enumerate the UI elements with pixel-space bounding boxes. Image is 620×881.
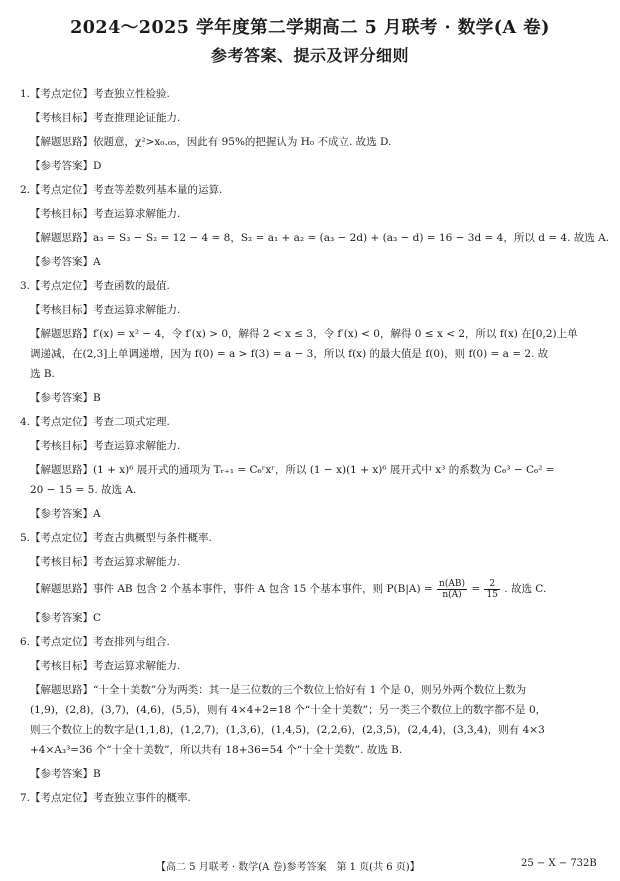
question-line: 【考核目标】考查运算求解能力. xyxy=(30,440,181,452)
question-line: 【解题思路】“十全十美数”分为两类：其一是三位数的三个数位上恰好有 1 个是 0，则另外两个数位上数为 xyxy=(30,684,527,696)
question-3 xyxy=(20,278,604,406)
fraction-numerator: 2 xyxy=(484,579,499,590)
question-fraction-line xyxy=(20,576,604,602)
question-line: 【考点定位】考查独立性检验. xyxy=(30,88,170,100)
page-title: 2024～2025 学年度第二学期高二 5 月联考 · 数学(A 卷) xyxy=(70,18,550,38)
question-4 xyxy=(20,414,604,522)
question-line: 则三个数位上的数字是(1,1,8)，(1,2,7)，(1,3,6)，(1,4,5)，(2,2,6)，(2,3,5)，(2,4,4)，(3,3,4)，则有 4×3 xyxy=(30,724,545,736)
fraction-denominator: n(A) xyxy=(442,589,462,600)
question-line: 【解题思路】a₃ = S₃ − S₂ = 12 − 4 = 8，S₂ = a₁ + a₂ = (a₃ − 2d) + (a₃ − d) = 16 − 3d = 4，所以 d = 4. 故选 A. xyxy=(30,232,609,244)
question-line: 【考点定位】考查古典概型与条件概率. xyxy=(30,532,212,544)
question-line: 【参考答案】D xyxy=(30,160,102,172)
fraction-2-over-15 xyxy=(484,579,499,600)
question-line: 【考点定位】考查等差数列基本量的运算. xyxy=(30,184,223,196)
question-7 xyxy=(20,790,604,806)
question-line: 20 − 15 = 5. 故选 A. xyxy=(30,484,137,496)
footer-code: 25 − X − 732B xyxy=(521,858,597,869)
question-line: 【考核目标】考查推理论证能力. xyxy=(30,112,181,124)
fraction-denominator: 15 xyxy=(486,589,498,600)
question-number: 4. xyxy=(20,416,31,428)
question-line: 【考点定位】考查独立事件的概率. xyxy=(30,792,191,804)
question-line: 【解题思路】f′(x) = x² − 4，令 f′(x) > 0，解得 2 < x ≤ 3，令 f′(x) < 0，解得 0 ≤ x < 2，所以 f(x) 在[0,2)上单 xyxy=(30,328,578,340)
question-line: 【考核目标】考查运算求解能力. xyxy=(30,660,181,672)
fraction-line-after: . 故选 C. xyxy=(504,583,547,595)
question-5 xyxy=(20,530,604,626)
question-line: 【参考答案】A xyxy=(30,508,101,520)
fraction-line-before: 【解题思路】事件 AB 包含 2 个基本事件，事件 A 包含 15 个基本事件，则 P(B|A) = xyxy=(30,583,433,595)
question-number: 5. xyxy=(20,532,31,544)
question-line: +4×A₃³=36 个“十全十美数”，所以共有 18+36=54 个“十全十美数”. 故选 B. xyxy=(30,744,403,756)
question-line: 【参考答案】B xyxy=(30,768,101,780)
question-line: 【考点定位】考查二项式定理. xyxy=(30,416,170,428)
question-line: 调递减，在(2,3]上单调递增，因为 f(0) = a > f(3) = a − 3，所以 f(x) 的最大值是 f(0)，则 f(0) = a = 2. 故 xyxy=(30,348,549,360)
page-subtitle: 参考答案、提示及评分细则 xyxy=(210,46,409,65)
answer-content xyxy=(20,86,609,806)
fraction-n-ab-over-n-a xyxy=(437,579,467,600)
fraction-numerator: n(AB) xyxy=(439,578,465,589)
question-6 xyxy=(20,634,604,782)
question-line: 【解题思路】依题意，χ²>x₀.₀₅，因此有 95%的把握认为 H₀ 不成立. 故选 D. xyxy=(30,136,392,148)
question-number: 1. xyxy=(20,88,31,100)
question-1 xyxy=(20,86,604,174)
question-line: (1,9)，(2,8)，(3,7)，(4,6)，(5,5)，则有 4×4+2=18 个“十全十美数”；另一类三个数位上的数字都不是 0， xyxy=(30,704,547,716)
footer-page-info: 【高二 5 月联考 · 数学(A 卷)参考答案 第 1 页(共 6 页)】 xyxy=(156,862,420,873)
question-line: 【考点定位】考查函数的最值. xyxy=(30,280,170,292)
question-line: 【参考答案】C xyxy=(30,612,102,624)
question-line: 【参考答案】A xyxy=(30,256,101,268)
question-line: 选 B. xyxy=(30,368,55,380)
question-line: 【考核目标】考查运算求解能力. xyxy=(30,304,181,316)
question-number: 2. xyxy=(20,184,31,196)
question-number: 7. xyxy=(20,792,31,804)
question-number: 3. xyxy=(20,280,31,292)
fraction-equals: = xyxy=(471,583,481,595)
question-2 xyxy=(20,182,609,270)
question-number: 6. xyxy=(20,636,31,648)
question-line: 【解题思路】(1 + x)⁶ 展开式的通项为 Tᵣ₊₁ = C₆ʳxʳ，所以 (1 − x)(1 + x)⁶ 展开式中 x³ 的系数为 C₆³ − C₆² = xyxy=(30,464,555,476)
question-line: 【参考答案】B xyxy=(30,392,101,404)
question-line: 【考核目标】考查运算求解能力. xyxy=(30,208,181,220)
question-line: 【考核目标】考查运算求解能力. xyxy=(30,556,181,568)
question-line: 【考点定位】考查排列与组合. xyxy=(30,636,170,648)
